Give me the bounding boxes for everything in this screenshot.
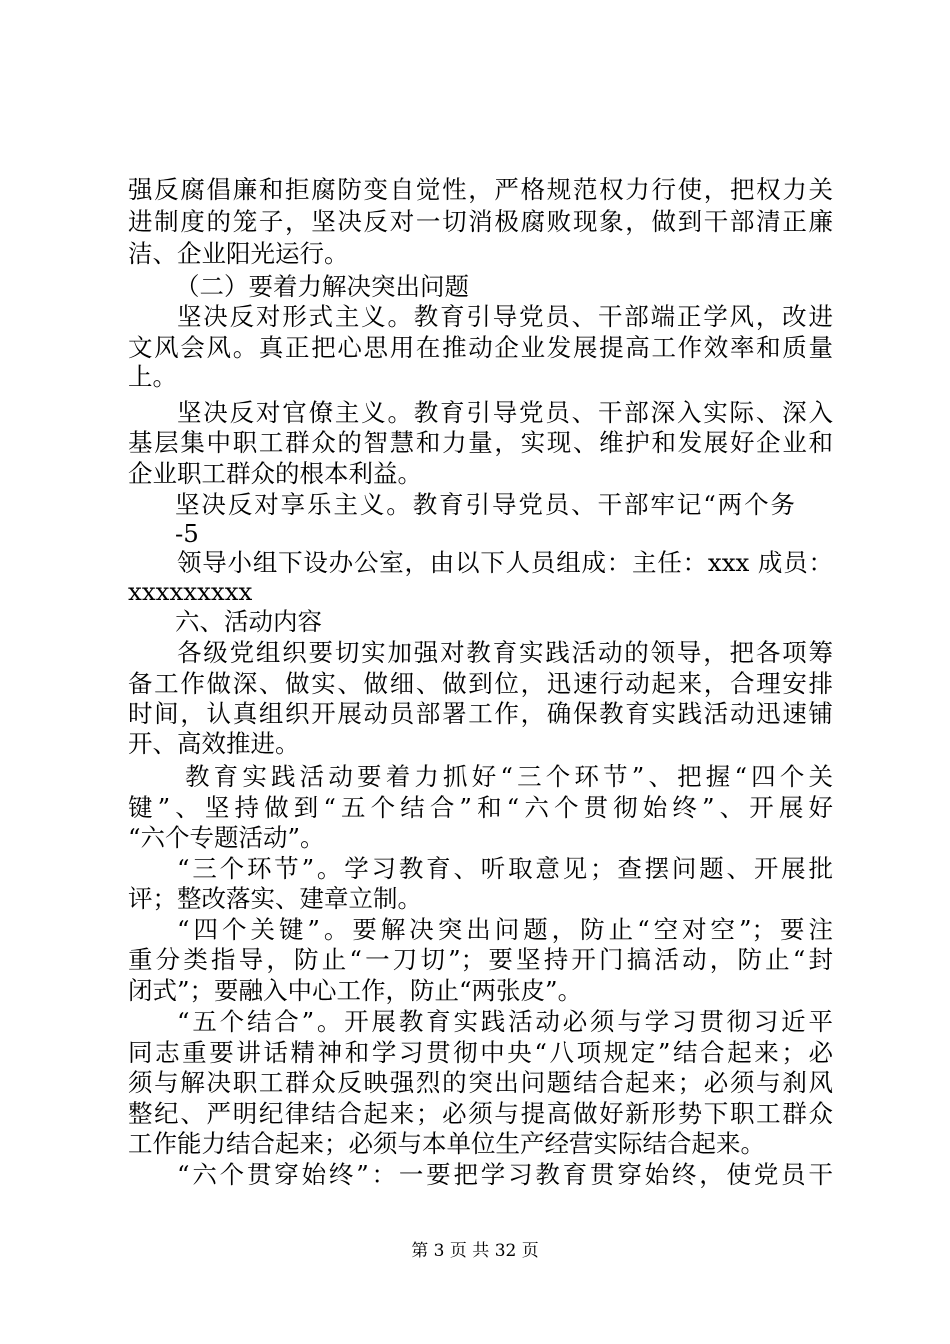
page-fragment: -5 xyxy=(175,519,199,548)
body-line: “三个环节”。学习教育、听取意见；查摆问题、开展批 xyxy=(177,854,833,883)
body-line: 坚决反对官僚主义。教育引导党员、干部深入实际、深入 xyxy=(177,398,833,427)
body-line: 须与解决职工群众反映强烈的突出问题结合起来；必须与刹风 xyxy=(128,1068,833,1097)
body-line: 键”、坚持做到“五个结合”和“六个贯彻始终”、开展好 xyxy=(128,793,833,822)
body-line: 备工作做深、做实、做细、做到位，迅速行动起来，合理安排 xyxy=(128,669,833,698)
section-heading: 六、活动内容 xyxy=(175,607,322,636)
body-line: 坚决反对形式主义。教育引导党员、干部端正学风，改进 xyxy=(177,302,833,331)
body-line: “四个关键”。要解决突出问题，防止“空对空”；要注 xyxy=(177,915,833,944)
body-line: 时间，认真组织开展动员部署工作，确保教育实践活动迅速铺 xyxy=(128,699,833,728)
body-line: 领导小组下设办公室，由以下人员组成：主任：xxx 成员： xyxy=(177,548,833,577)
body-line: 整纪、严明纪律结合起来；必须与提高做好新形势下职工群众 xyxy=(128,1099,833,1128)
body-line: 评；整改落实、建章立制。 xyxy=(128,884,422,913)
body-line: 坚决反对享乐主义。教育引导党员、干部牢记“两个务 xyxy=(175,490,795,519)
body-line: 企业职工群众的根本利益。 xyxy=(128,459,422,488)
body-line: 上。 xyxy=(128,362,177,391)
body-line: 重分类指导，防止“一刀切”；要坚持开门搞活动，防止“封 xyxy=(128,945,833,974)
body-line: xxxxxxxxx xyxy=(128,577,253,606)
body-line: 各级党组织要切实加强对教育实践活动的领导，把各项筹 xyxy=(177,638,833,667)
body-line: 同志重要讲话精神和学习贯彻中央“八项规定”结合起来；必 xyxy=(128,1038,833,1067)
body-line: 开、高效推进。 xyxy=(128,729,300,758)
section-heading: （二）要着力解决突出问题 xyxy=(175,272,469,301)
body-line: 基层集中职工群众的智慧和力量，实现、维护和发展好企业和 xyxy=(128,428,833,457)
body-line: 进制度的笼子，坚决反对一切消极腐败现象，做到干部清正廉 xyxy=(128,207,833,236)
body-line: “六个贯穿始终”：一要把学习教育贯穿始终，使党员干 xyxy=(177,1160,833,1189)
body-line: 文风会风。真正把心思用在推动企业发展提高工作效率和质量 xyxy=(128,333,833,362)
body-line: 闭式”；要融入中心工作，防止“两张皮”。 xyxy=(128,976,583,1005)
body-line: “五个结合”。开展教育实践活动必须与学习贯彻习近平 xyxy=(177,1007,833,1036)
body-line: 教育实践活动要着力抓好“三个环节”、把握“四个关 xyxy=(185,762,833,791)
body-line: 工作能力结合起来；必须与本单位生产经营实际结合起来。 xyxy=(128,1129,765,1158)
body-line: 洁、企业阳光运行。 xyxy=(128,239,349,268)
body-line: “六个专题活动”。 xyxy=(128,823,325,852)
body-line: 强反腐倡廉和拒腐防变自觉性，严格规范权力行使，把权力关 xyxy=(128,175,833,204)
page-footer: 第 3 页 共 32 页 xyxy=(411,1241,539,1261)
